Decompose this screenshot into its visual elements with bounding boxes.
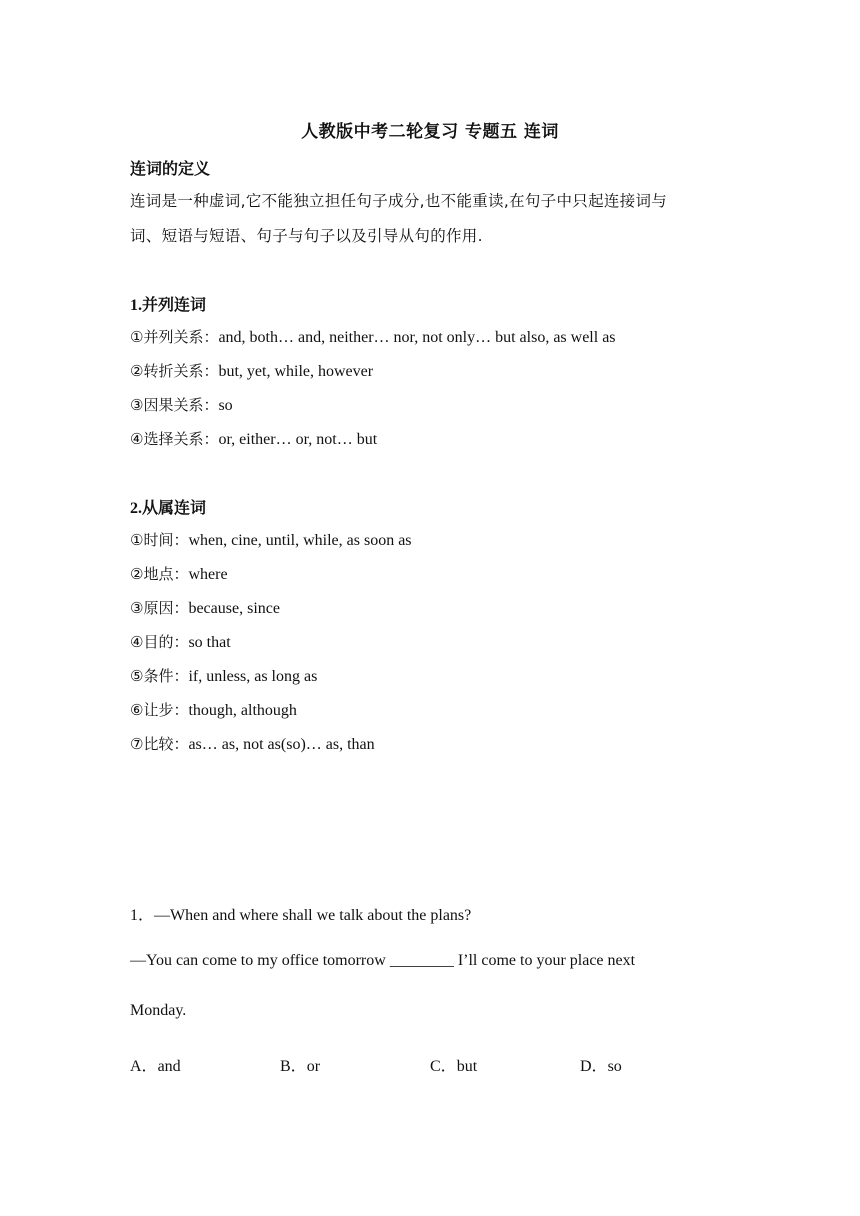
list-item-marker: ③原因：	[130, 599, 189, 617]
question-number: 1．	[130, 907, 155, 924]
list-item-marker: ④选择关系：	[130, 430, 219, 448]
option-text: but	[456, 1058, 478, 1075]
list-item-text: though, although	[188, 702, 297, 719]
list-item-text: if, unless, as long as	[188, 668, 318, 685]
list-item-marker: ⑤条件：	[130, 667, 189, 685]
section2-heading-number: 2.	[130, 500, 142, 517]
definition-text-line1: 连词是一种虚词,它不能独立担任句子成分,也不能重读,在句子中只起连接词与	[130, 192, 668, 210]
list-item	[130, 529, 412, 550]
option-label: D．	[580, 1058, 608, 1075]
section1-heading-text: 并列连词	[142, 295, 207, 314]
list-item-text: so	[218, 397, 233, 414]
option-d	[580, 1053, 622, 1076]
option-label: A．	[130, 1058, 158, 1075]
list-item-text: as… as, not as(so)… as, than	[188, 736, 375, 753]
list-item-marker: ⑦比较：	[130, 735, 189, 753]
list-item	[130, 699, 297, 720]
definition-heading: 连词的定义	[130, 159, 211, 178]
list-item-marker: ④目的：	[130, 633, 189, 651]
list-item-text: so that	[188, 634, 231, 651]
page-title: 人教版中考二轮复习 专题五 连词	[301, 122, 559, 142]
option-text: or	[306, 1058, 321, 1075]
question-line2: —You can come to my office tomorrow ________ I’ll come to your place next	[130, 952, 636, 969]
option-c	[430, 1053, 477, 1076]
list-item-marker: ③因果关系：	[130, 396, 219, 414]
list-item-marker: ①并列关系：	[130, 328, 219, 346]
section2-heading-text: 从属连词	[142, 498, 207, 517]
option-text: and	[157, 1058, 181, 1075]
list-item-marker: ②转折关系：	[130, 362, 219, 380]
list-item-text: where	[188, 566, 228, 583]
definition-text-line2: 词、短语与短语、句子与句子以及引导从句的作用.	[130, 227, 483, 245]
list-item-text: or, either… or, not… but	[218, 431, 378, 448]
list-item	[130, 360, 373, 381]
option-text: so	[607, 1058, 622, 1075]
question-line3: Monday.	[130, 1002, 187, 1019]
section2-heading	[130, 495, 206, 518]
question-stem	[130, 902, 471, 925]
section1-heading-number: 1.	[130, 297, 142, 314]
list-item-marker: ②地点：	[130, 565, 189, 583]
list-item-text: because, since	[188, 600, 280, 617]
list-item	[130, 326, 616, 347]
list-item-text: and, both… and, neither… nor, not only… but also, as well as	[218, 329, 616, 346]
list-item	[130, 733, 375, 754]
list-item	[130, 428, 377, 449]
option-label: B．	[280, 1058, 307, 1075]
section1-heading	[130, 292, 206, 315]
option-b	[280, 1053, 320, 1076]
list-item-text: when, cine, until, while, as soon as	[188, 532, 412, 549]
list-item	[130, 394, 233, 415]
list-item	[130, 665, 317, 686]
question-line1: —When and where shall we talk about the plans?	[154, 907, 472, 924]
list-item-text: but, yet, while, however	[218, 363, 374, 380]
option-a	[130, 1053, 181, 1076]
list-item	[130, 563, 228, 584]
list-item-marker: ①时间：	[130, 531, 189, 549]
list-item	[130, 597, 280, 618]
list-item	[130, 631, 231, 652]
list-item-marker: ⑥让步：	[130, 701, 189, 719]
option-label: C．	[430, 1058, 457, 1075]
